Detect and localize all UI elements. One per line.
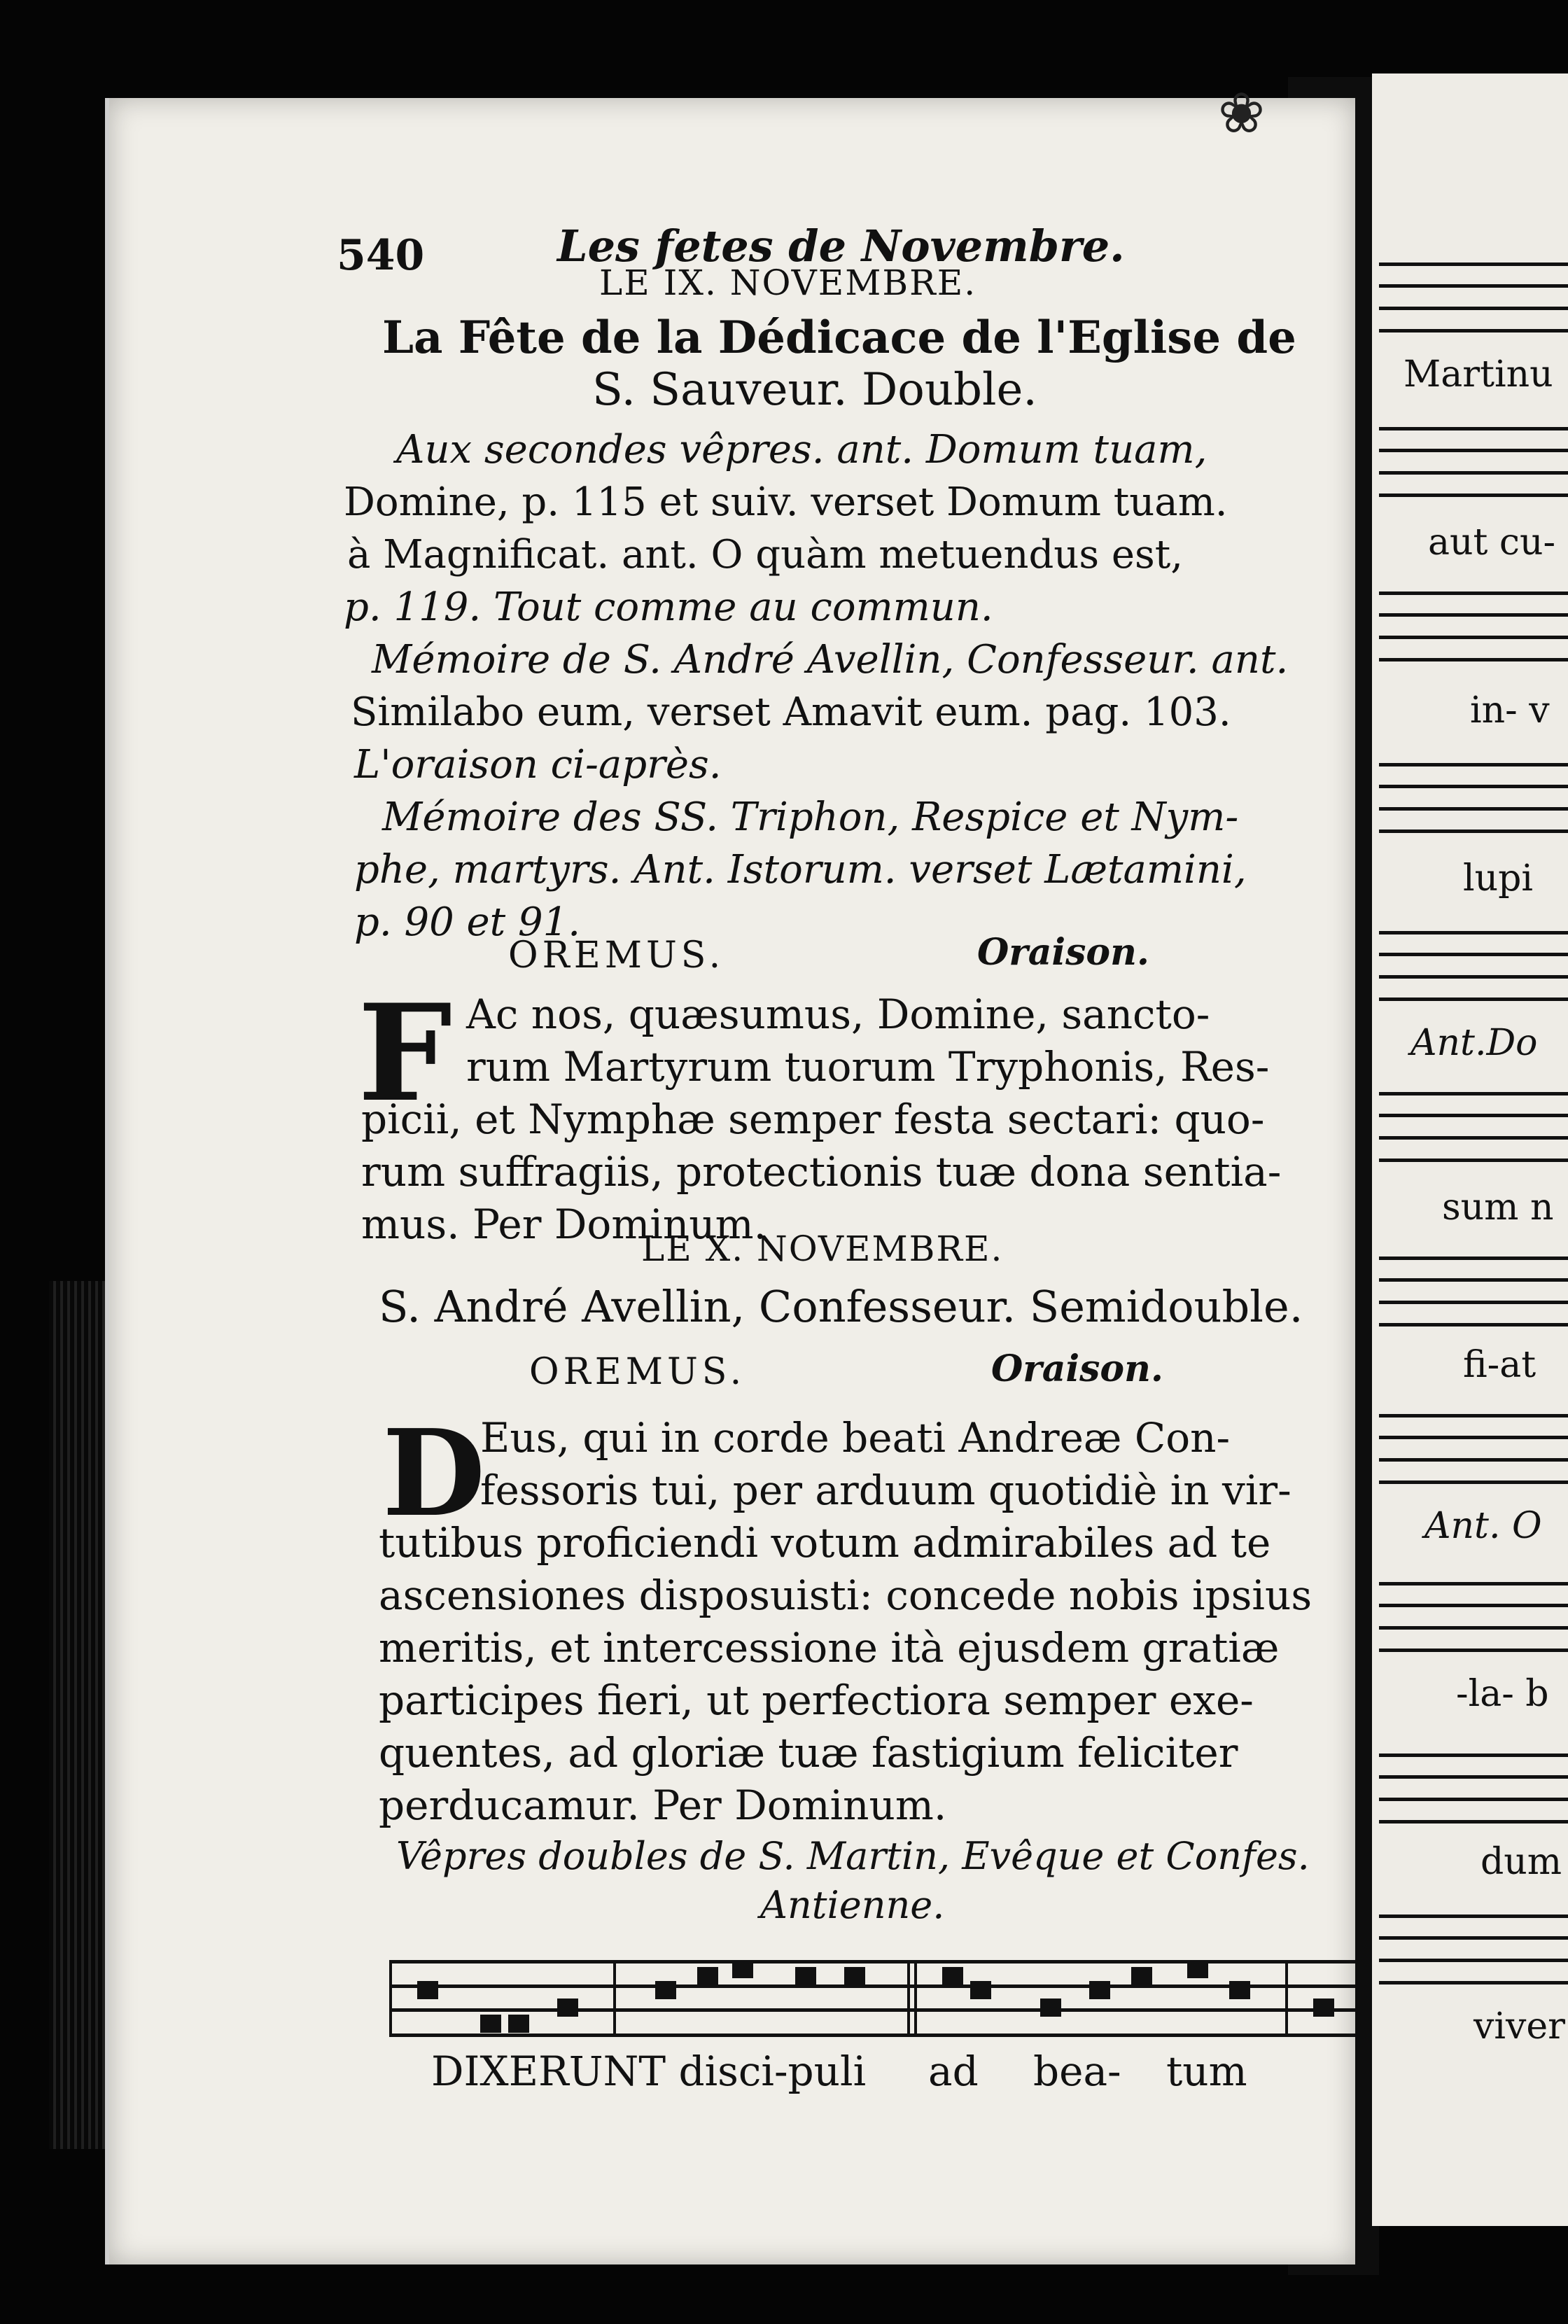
book-edge (49, 1281, 105, 2149)
neume (417, 1981, 438, 1999)
rubric-line: Mémoire des SS. Triphon, Respice et Nym- (382, 794, 1239, 840)
oraison-heading: Oraison. (991, 1348, 1164, 1390)
chant-lyric: DIXERUNT disci-puli (431, 2047, 867, 2095)
neume (1089, 1981, 1110, 1999)
neume (1131, 1967, 1152, 1985)
prayer-line: meritis, et intercessione ità ejusdem gratiæ (379, 1624, 1280, 1672)
neume (697, 1967, 718, 1985)
chant-staff (1379, 1582, 1568, 1652)
prayer-line: fessoris tui, per arduum quotidiè in vir- (480, 1466, 1292, 1514)
right-page-lyric: in- v (1470, 690, 1550, 732)
right-page-lyric: Ant.Do (1410, 1022, 1538, 1064)
neume (1313, 1998, 1334, 2017)
right-page-lyric: viver (1474, 2005, 1566, 2047)
staff-bar (914, 1960, 917, 2037)
rubric-line: Similabo eum, verset Amavit eum. pag. 103. (351, 690, 1231, 735)
chant-staff (1379, 1754, 1568, 1823)
rubric-line: L'oraison ci-après. (354, 742, 722, 788)
staff-bar (613, 1960, 616, 2037)
right-page-lyric: aut cu- (1428, 522, 1556, 564)
prayer-line: rum suffragiis, protectionis tuæ dona sentia- (361, 1148, 1282, 1196)
neume (942, 1967, 963, 1985)
chant-staff (1379, 931, 1568, 1001)
right-page-lyric: Martinu (1404, 354, 1553, 396)
chant-lyric: ad (928, 2047, 979, 2095)
neume (1229, 1981, 1250, 1999)
chant-lyric: tum (1166, 2047, 1247, 2095)
section2-date: LE X. NOVEMBRE. (641, 1228, 1004, 1269)
prayer-line: perducamur. Per Dominum. (379, 1782, 947, 1829)
prayer-line: quentes, ad gloriæ tuæ fastigium feliciter (379, 1729, 1238, 1777)
neume (655, 1981, 676, 1999)
prayer-line: rum Martyrum tuorum Tryphonis, Res- (466, 1043, 1270, 1091)
left-page (105, 98, 1355, 2264)
right-page-lyric: sum n (1442, 1186, 1554, 1228)
section2-title: S. André Avellin, Confesseur. Semidouble. (379, 1281, 1303, 1332)
drop-cap: D (382, 1404, 486, 1544)
rubric-line: Aux secondes vêpres. ant. Domum tuam, (396, 427, 1208, 472)
chant-staff (1379, 1914, 1568, 1984)
page-number: 540 (337, 231, 425, 280)
right-page-lyric: Ant. O (1424, 1505, 1542, 1547)
chant-staff (1379, 763, 1568, 833)
section1-date: LE IX. NOVEMBRE. (599, 262, 977, 303)
neume (508, 2015, 529, 2033)
section1-title-line2: S. Sauveur. Double. (592, 364, 1037, 416)
neume (732, 1960, 753, 1978)
neume (480, 2015, 501, 2033)
staff-bar (389, 1960, 392, 2037)
prayer-line: Ac nos, quæsumus, Domine, sancto- (466, 990, 1210, 1038)
neume (1040, 1998, 1061, 2017)
oremus-heading: OREMUS. (529, 1351, 746, 1393)
rubric-line: à Magnificat. ant. O quàm metuendus est, (347, 532, 1184, 578)
neume (557, 1998, 578, 2017)
right-page-lyric: lupi (1463, 858, 1534, 899)
rubric-line: phe, martyrs. Ant. Istorum. verset Lætamini, (354, 847, 1247, 892)
neume (844, 1967, 865, 1985)
right-page (1372, 74, 1568, 2226)
neume (795, 1967, 816, 1985)
chant-staff (1379, 592, 1568, 662)
staff-bar (907, 1960, 910, 2037)
rubric-line: p. 119. Tout comme au commun. (344, 584, 993, 630)
oraison-heading: Oraison. (977, 931, 1150, 974)
right-page-lyric: fi-at (1463, 1344, 1536, 1386)
chant-staff (1379, 1256, 1568, 1326)
right-page-lyric: -la- b (1456, 1673, 1549, 1715)
chant-staff (1379, 1414, 1568, 1484)
neume (970, 1981, 991, 1999)
prayer-line: picii, et Nymphæ semper festa sectari: quo- (361, 1096, 1265, 1143)
vespers-rubric: Vêpres doubles de S. Martin, Evêque et Confes. (396, 1834, 1310, 1878)
chant-staff (1379, 427, 1568, 497)
prayer-line: ascensiones disposuisti: concede nobis ipsius (379, 1572, 1312, 1619)
chant-lyric: bea- (1033, 2047, 1121, 2095)
prayer-line: mus. Per Dominum. (361, 1200, 767, 1248)
rubric-line: p. 90 et 91. (354, 899, 581, 945)
chant-staff (389, 1960, 1355, 2037)
right-page-lyric: dum (1480, 1841, 1562, 1883)
chant-staff (1379, 1092, 1568, 1162)
ornament-icon: ❀ (1218, 80, 1266, 146)
chant-staff (1379, 262, 1568, 332)
prayer-line: participes fieri, ut perfectiora semper exe- (379, 1676, 1254, 1724)
antienne-label: Antienne. (760, 1883, 945, 1927)
prayer-line: Eus, qui in corde beati Andreæ Con- (480, 1414, 1231, 1462)
prayer-line: tutibus proficiendi votum admirabiles ad te (379, 1519, 1271, 1567)
oremus-heading: OREMUS. (508, 934, 725, 976)
running-title: Les fetes de Novembre. (557, 220, 1125, 272)
staff-bar (1285, 1960, 1288, 2037)
rubric-line: Mémoire de S. André Avellin, Confesseur. ant. (372, 637, 1289, 682)
section1-title-line1: La Fête de la Dédicace de l'Eglise de (382, 312, 1296, 364)
rubric-line: Domine, p. 115 et suiv. verset Domum tuam. (344, 479, 1228, 525)
neume (1187, 1960, 1208, 1978)
drop-cap: F (358, 975, 452, 1131)
